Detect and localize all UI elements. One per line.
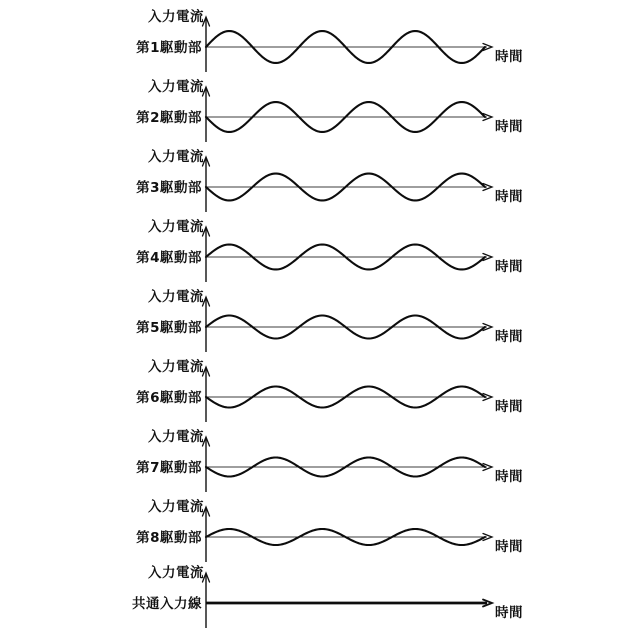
y-axis-label: 入力電流 (148, 79, 204, 95)
row-drive-unit-2 (136, 78, 523, 142)
row-drive-unit-4 (136, 218, 523, 282)
row-label: 第4駆動部 (136, 250, 202, 266)
row-drive-unit-5 (136, 288, 523, 352)
x-axis-label: 時間 (495, 259, 523, 275)
y-axis-label: 入力電流 (148, 429, 204, 445)
row-drive-unit-8 (136, 498, 523, 562)
row-label: 第8駆動部 (136, 530, 202, 546)
row-drive-unit-3 (136, 148, 523, 212)
y-axis-label: 入力電流 (148, 149, 204, 165)
y-axis-label: 入力電流 (148, 499, 204, 515)
row-label: 第7駆動部 (136, 460, 202, 476)
x-axis-label: 時間 (495, 49, 523, 65)
row-label: 共通入力線 (132, 596, 202, 612)
row-label: 第1駆動部 (136, 40, 202, 56)
row-drive-unit-1 (136, 8, 523, 72)
row-common-input-line (132, 564, 523, 628)
row-label: 第3駆動部 (136, 180, 202, 196)
row-label: 第5駆動部 (136, 320, 202, 336)
y-axis-label: 入力電流 (148, 359, 204, 375)
row-label: 第2駆動部 (136, 110, 202, 126)
y-axis-label: 入力電流 (148, 219, 204, 235)
x-axis-label: 時間 (495, 469, 523, 485)
x-axis-label: 時間 (495, 119, 523, 135)
row-drive-unit-7 (136, 428, 523, 492)
x-axis-label: 時間 (495, 329, 523, 345)
y-axis-label: 入力電流 (148, 9, 204, 25)
x-axis-label: 時間 (495, 605, 523, 621)
y-axis-label: 入力電流 (148, 565, 204, 581)
row-drive-unit-6 (136, 358, 523, 422)
x-axis-label: 時間 (495, 189, 523, 205)
y-axis-label: 入力電流 (148, 289, 204, 305)
x-axis-label: 時間 (495, 539, 523, 555)
row-label: 第6駆動部 (136, 390, 202, 406)
x-axis-label: 時間 (495, 399, 523, 415)
